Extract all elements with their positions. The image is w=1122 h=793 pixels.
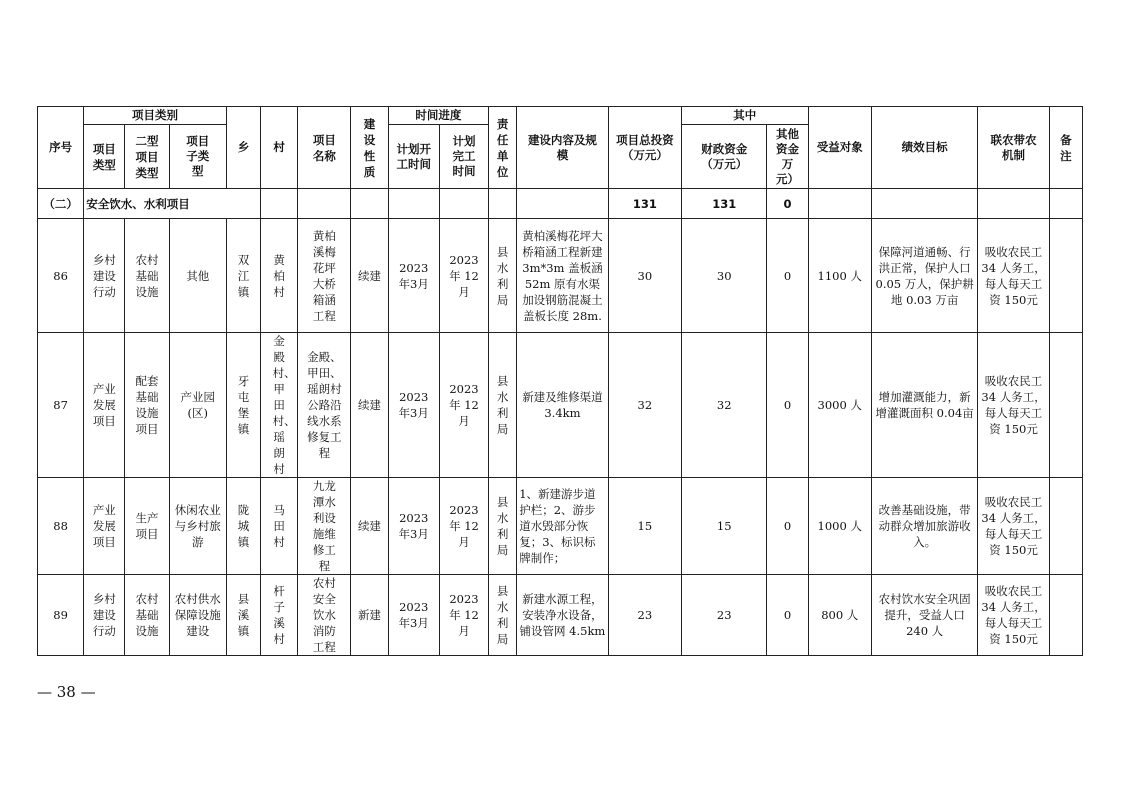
row-seq: 87 xyxy=(38,333,84,478)
row-fiscal: 32 xyxy=(682,333,767,478)
project-table xyxy=(37,106,1083,656)
header-plan-start: 计划开工时间 xyxy=(388,125,439,189)
row-fiscal: 23 xyxy=(682,575,767,656)
row-subtype: 农村供水保障设施建设 xyxy=(169,575,226,656)
row-total: 32 xyxy=(608,333,681,478)
row-village: 黄柏村 xyxy=(261,219,298,333)
row-goal: 改善基础设施，带动群众增加旅游收入。 xyxy=(871,478,978,575)
row-village: 杆子溪村 xyxy=(261,575,298,656)
row-fiscal: 15 xyxy=(682,478,767,575)
row-goal: 保障河道通畅、行洪正常，保护人口 0.05 万人，保护耕地 0.03 万亩 xyxy=(871,219,978,333)
row-remark xyxy=(1049,219,1082,333)
row-beneficiaries: 800 人 xyxy=(808,575,871,656)
row-project-name: 农村安全饮水消防工程 xyxy=(298,575,351,656)
table-row xyxy=(38,219,1083,333)
header-of-which: 其中 xyxy=(682,107,809,125)
row-end: 2023年 12月 xyxy=(439,333,488,478)
table-row xyxy=(38,333,1083,478)
row-mechanism: 吸收农民工 34 人务工，每人每天工资 150元 xyxy=(978,333,1049,478)
row-fiscal: 30 xyxy=(682,219,767,333)
row-start: 2023 年3月 xyxy=(388,219,439,333)
row-mechanism: 吸收农民工 34 人务工，每人每天工资 150元 xyxy=(978,219,1049,333)
row-project-type: 产业发展项目 xyxy=(84,478,125,575)
header-village: 村 xyxy=(261,107,298,189)
row-other: 0 xyxy=(767,333,808,478)
row-total: 30 xyxy=(608,219,681,333)
header-total-investment: 项目总投资（万元） xyxy=(608,107,681,189)
row-nature: 续建 xyxy=(351,333,388,478)
row-goal: 增加灌溉能力，新增灌溉面积 0.04亩 xyxy=(871,333,978,478)
row-seq: 86 xyxy=(38,219,84,333)
header-remark: 备注 xyxy=(1049,107,1082,189)
row-start: 2023 年3月 xyxy=(388,478,439,575)
row-township: 县溪镇 xyxy=(226,575,260,656)
row-seq: 89 xyxy=(38,575,84,656)
header-type2: 二型项目类型 xyxy=(125,125,169,189)
row-content: 黄柏溪梅花坪大桥箱涵工程新建 3m*3m 盖板涵 52m 原有水渠加设钢筋混凝土盖板长度 28m. xyxy=(517,219,608,333)
row-subtype: 休闲农业与乡村旅游 xyxy=(169,478,226,575)
row-unit: 县水利局 xyxy=(489,575,517,656)
section-seq: （二） xyxy=(38,189,84,219)
header-mechanism: 联农带农机制 xyxy=(978,107,1049,189)
row-type2: 农村基础设施 xyxy=(125,219,169,333)
section-total: 131 xyxy=(608,189,681,219)
row-content: 1、新建游步道护栏；2、游步道水毁部分恢复；3、标识标牌制作； xyxy=(517,478,608,575)
row-other: 0 xyxy=(767,575,808,656)
row-remark xyxy=(1049,575,1082,656)
table-header xyxy=(38,107,1083,189)
row-beneficiaries: 3000 人 xyxy=(808,333,871,478)
header-content: 建设内容及规模 xyxy=(517,107,608,189)
row-start: 2023 年3月 xyxy=(388,333,439,478)
header-category: 项目类别 xyxy=(84,107,227,125)
header-fiscal-funds: 财政资金（万元） xyxy=(682,125,767,189)
row-start: 2023 年3月 xyxy=(388,575,439,656)
header-beneficiaries: 受益对象 xyxy=(808,107,871,189)
section-other: 0 xyxy=(767,189,808,219)
header-progress: 时间进度 xyxy=(388,107,488,125)
table-row xyxy=(38,478,1083,575)
row-type2: 生产项目 xyxy=(125,478,169,575)
row-village: 马田村 xyxy=(261,478,298,575)
header-seq: 序号 xyxy=(38,107,84,189)
header-unit: 责任单位 xyxy=(489,107,517,189)
row-unit: 县水利局 xyxy=(489,478,517,575)
row-content: 新建水源工程，安装净水设备，铺设管网 4.5km xyxy=(517,575,608,656)
row-nature: 续建 xyxy=(351,219,388,333)
row-project-name: 九龙潭水利设施维修工程 xyxy=(298,478,351,575)
row-project-type: 乡村建设行动 xyxy=(84,219,125,333)
header-project-name: 项目名称 xyxy=(298,107,351,189)
row-beneficiaries: 1000 人 xyxy=(808,478,871,575)
header-plan-end: 计划完工时间 xyxy=(439,125,488,189)
section-fiscal: 131 xyxy=(682,189,767,219)
row-mechanism: 吸收农民工 34 人务工，每人每天工资 150元 xyxy=(978,575,1049,656)
row-subtype: 其他 xyxy=(169,219,226,333)
row-type2: 配套基础设施项目 xyxy=(125,333,169,478)
row-project-name: 金殿、甲田、瑶朗村公路沿线水系修复工程 xyxy=(298,333,351,478)
row-nature: 续建 xyxy=(351,478,388,575)
row-subtype: 产业园(区) xyxy=(169,333,226,478)
row-remark xyxy=(1049,333,1082,478)
row-unit: 县水利局 xyxy=(489,333,517,478)
page-number: — 38 — xyxy=(37,683,96,701)
row-unit: 县水利局 xyxy=(489,219,517,333)
row-nature: 新建 xyxy=(351,575,388,656)
row-project-type: 乡村建设行动 xyxy=(84,575,125,656)
row-other: 0 xyxy=(767,219,808,333)
header-other-funds: 其他资金万元） xyxy=(767,125,808,189)
row-beneficiaries: 1100 人 xyxy=(808,219,871,333)
row-project-name: 黄柏溪梅花坪大桥箱涵工程 xyxy=(298,219,351,333)
row-type2: 农村基础设施 xyxy=(125,575,169,656)
header-subtype: 项目子类型 xyxy=(169,125,226,189)
row-mechanism: 吸收农民工 34 人务工，每人每天工资 150元 xyxy=(978,478,1049,575)
row-end: 2023年 12月 xyxy=(439,478,488,575)
row-other: 0 xyxy=(767,478,808,575)
row-township: 陇城镇 xyxy=(226,478,260,575)
row-project-type: 产业发展项目 xyxy=(84,333,125,478)
row-total: 23 xyxy=(608,575,681,656)
header-project-type: 项目类型 xyxy=(84,125,125,189)
row-content: 新建及维修渠道 3.4km xyxy=(517,333,608,478)
row-end: 2023年 12月 xyxy=(439,219,488,333)
row-total: 15 xyxy=(608,478,681,575)
section-title: 安全饮水、水利项目 xyxy=(84,189,261,219)
section-row xyxy=(38,189,1083,219)
row-end: 2023年 12月 xyxy=(439,575,488,656)
table-row xyxy=(38,575,1083,656)
header-township: 乡 xyxy=(226,107,260,189)
row-seq: 88 xyxy=(38,478,84,575)
header-nature: 建设性质 xyxy=(351,107,388,189)
row-township: 牙屯堡镇 xyxy=(226,333,260,478)
row-remark xyxy=(1049,478,1082,575)
row-township: 双江镇 xyxy=(226,219,260,333)
row-goal: 农村饮水安全巩固提升，受益人口240 人 xyxy=(871,575,978,656)
row-village: 金殿村、甲田村、瑶朗村 xyxy=(261,333,298,478)
header-goal: 绩效目标 xyxy=(871,107,978,189)
